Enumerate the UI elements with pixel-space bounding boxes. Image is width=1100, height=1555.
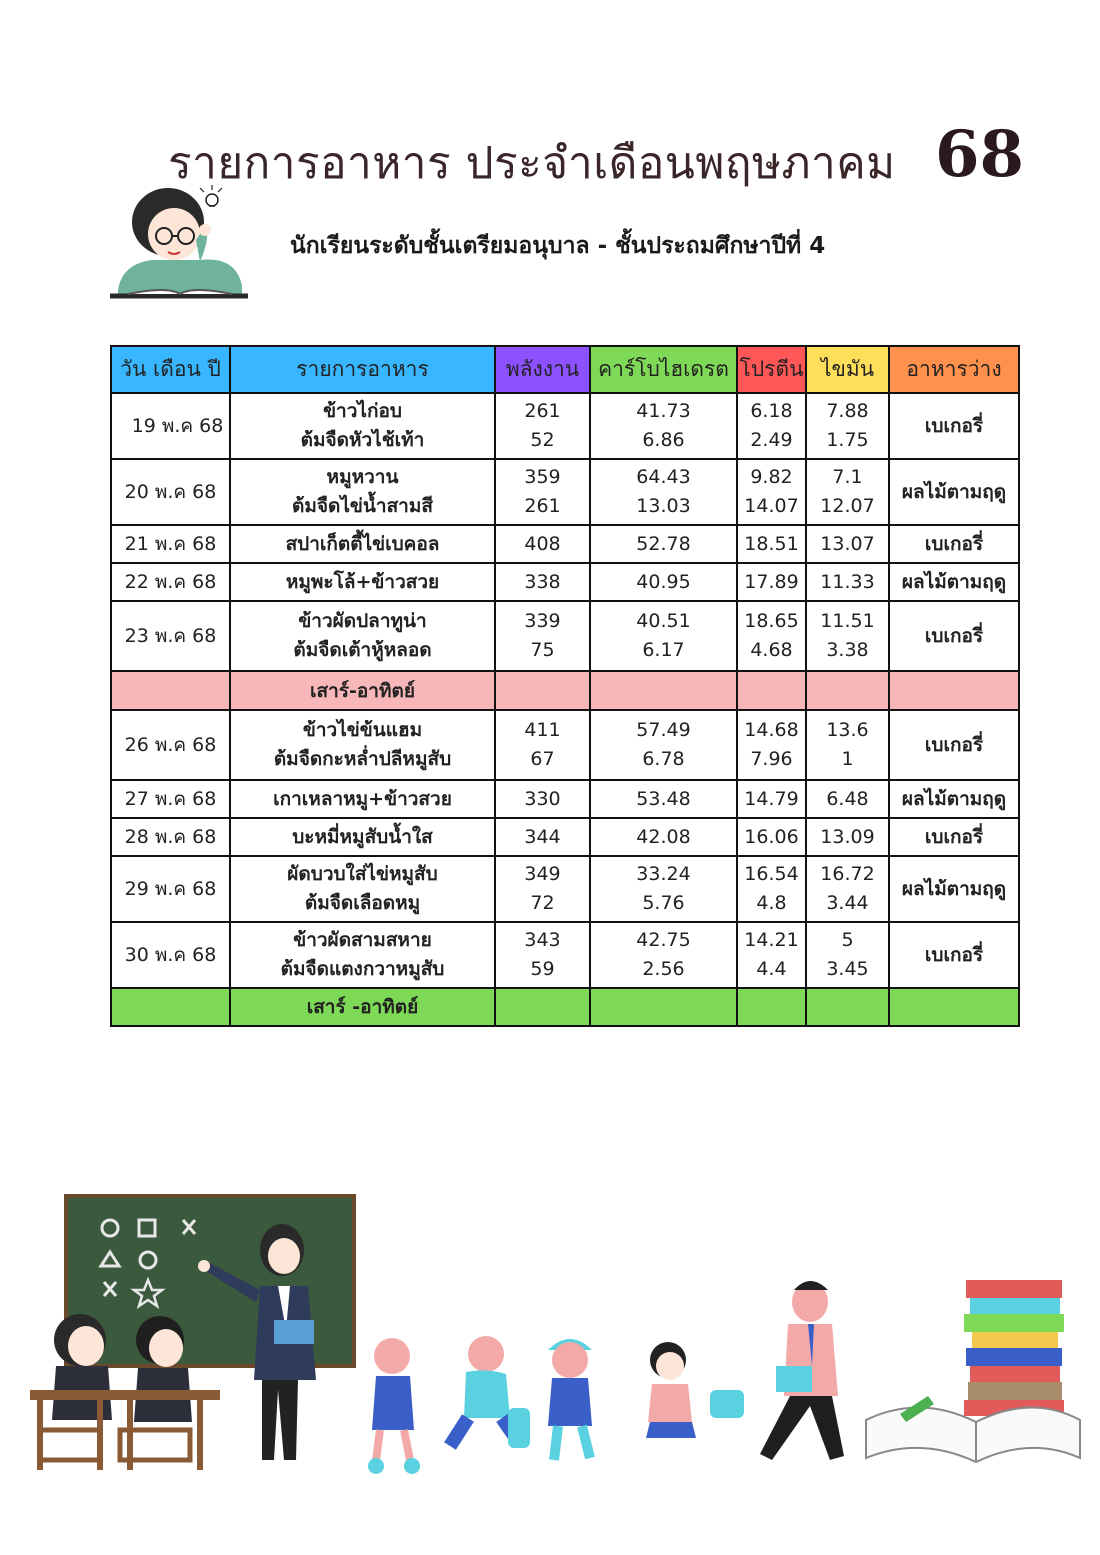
page-title: รายการอาหาร ประจำเดือนพฤษภาคม [168, 138, 896, 189]
protein-value: 4.8 [756, 892, 787, 914]
date-cell: 19 พ.ค 68 [111, 393, 230, 459]
carb-value: 40.51 [636, 610, 691, 632]
protein-value: 16.54 [744, 863, 799, 885]
col-header-energy: พลังงาน [495, 346, 590, 393]
carb-value: 53.48 [590, 780, 737, 818]
table-row [111, 459, 1019, 525]
dish-soup: ต้มจืดหัวไช้เท้า [300, 429, 425, 451]
fat-value: 13.07 [806, 525, 889, 563]
fat-cell [806, 922, 889, 988]
energy-value: 52 [530, 429, 555, 451]
weekend-label: เสาร์-อาทิตย์ [230, 671, 495, 710]
dish-soup: ต้มจืดเลือดหมู [304, 892, 421, 914]
protein-cell [737, 601, 806, 671]
fat-value: 1 [841, 748, 854, 770]
empty-cell [889, 671, 1019, 710]
carb-value: 57.49 [636, 719, 691, 741]
carb-value: 42.08 [590, 818, 737, 856]
energy-cell [495, 856, 590, 922]
protein-value: 14.21 [744, 929, 799, 951]
energy-cell [495, 459, 590, 525]
dish-soup: ต้มจืดไข่น้ำสามสี [292, 495, 433, 517]
date-cell: 29 พ.ค 68 [111, 856, 230, 922]
table-row [111, 601, 1019, 671]
carb-cell [590, 856, 737, 922]
fat-value: 13.6 [826, 719, 869, 741]
snack-cell: เบเกอรี่ [889, 922, 1019, 988]
date-cell: 20 พ.ค 68 [111, 459, 230, 525]
fat-value: 13.09 [806, 818, 889, 856]
protein-cell [737, 459, 806, 525]
snack-cell: เบเกอรี่ [889, 818, 1019, 856]
carb-value: 2.56 [642, 958, 685, 980]
table-row [111, 525, 1019, 563]
protein-value: 14.68 [744, 719, 799, 741]
protein-cell [737, 922, 806, 988]
energy-value: 349 [524, 863, 561, 885]
fat-value: 6.48 [806, 780, 889, 818]
date-cell: 23 พ.ค 68 [111, 601, 230, 671]
dish-main: ข้าวผัดสามสหาย [293, 929, 432, 951]
energy-value: 344 [495, 818, 590, 856]
energy-value: 59 [530, 958, 555, 980]
empty-cell [495, 988, 590, 1026]
fat-cell [806, 856, 889, 922]
energy-value: 261 [524, 495, 561, 517]
fat-value: 5 [841, 929, 854, 951]
weekend-label: เสาร์ -อาทิตย์ [230, 988, 495, 1026]
col-header-carb: คาร์โบไฮเดรต [590, 346, 737, 393]
dish-main: ข้าวไข่ข้นแฮม [302, 719, 423, 741]
dish-cell [230, 922, 495, 988]
dish-cell [230, 459, 495, 525]
table-row [111, 393, 1019, 459]
energy-value: 359 [524, 466, 561, 488]
protein-value: 14.07 [744, 495, 799, 517]
weekend-row [111, 988, 1019, 1026]
carb-value: 6.78 [642, 748, 685, 770]
man-walking-illustration [760, 1281, 844, 1460]
energy-value: 75 [530, 639, 555, 661]
fat-value: 7.88 [826, 400, 869, 422]
dish-main: ข้าวผัดปลาทูน่า [298, 610, 427, 632]
snack-cell: ผลไม้ตามฤดู [889, 563, 1019, 601]
energy-cell [495, 922, 590, 988]
carb-value: 52.78 [590, 525, 737, 563]
empty-cell [111, 988, 230, 1026]
protein-value: 4.68 [750, 639, 793, 661]
dish-cell [230, 710, 495, 780]
dish-soup: ต้มจืดเต้าหู้หลอด [293, 639, 432, 661]
dish-main: ผัดบวบใส่ไข่หมูสับ [287, 863, 438, 885]
table-row [111, 856, 1019, 922]
protein-value: 18.51 [737, 525, 806, 563]
protein-value: 9.82 [750, 466, 793, 488]
carb-cell [590, 710, 737, 780]
energy-value: 261 [524, 400, 561, 422]
empty-cell [737, 671, 806, 710]
dish-cell [230, 393, 495, 459]
classroom-and-children-illustration [20, 1190, 1100, 1490]
fat-value: 7.1 [832, 466, 863, 488]
page-subtitle: นักเรียนระดับชั้นเตรียมอนุบาล - ชั้นประถมศึกษาปีที่ 4 [290, 233, 826, 259]
fat-value: 1.75 [826, 429, 869, 451]
date-cell: 30 พ.ค 68 [111, 922, 230, 988]
carb-value: 5.76 [642, 892, 685, 914]
books-stack-illustration [866, 1280, 1080, 1462]
empty-cell [889, 988, 1019, 1026]
snack-cell: เบเกอรี่ [889, 710, 1019, 780]
dish-soup: ต้มจืดกะหล่ำปลีหมูสับ [273, 748, 452, 770]
fat-value: 11.33 [806, 563, 889, 601]
empty-cell [806, 988, 889, 1026]
carb-value: 41.73 [636, 400, 691, 422]
protein-value: 7.96 [750, 748, 793, 770]
table-row [111, 780, 1019, 818]
col-header-dish: รายการอาหาร [230, 346, 495, 393]
energy-value: 330 [495, 780, 590, 818]
carb-cell [590, 601, 737, 671]
empty-cell [590, 988, 737, 1026]
dish-cell [230, 856, 495, 922]
col-header-fat: ไขมัน [806, 346, 889, 393]
date-cell: 27 พ.ค 68 [111, 780, 230, 818]
protein-value: 6.18 [750, 400, 793, 422]
fat-cell [806, 393, 889, 459]
snack-cell: ผลไม้ตามฤดู [889, 856, 1019, 922]
carb-value: 64.43 [636, 466, 691, 488]
snack-cell: ผลไม้ตามฤดู [889, 459, 1019, 525]
fat-value: 16.72 [820, 863, 875, 885]
col-header-protein: โปรตีน [737, 346, 806, 393]
carb-value: 6.86 [642, 429, 685, 451]
carb-value: 40.95 [590, 563, 737, 601]
energy-value: 408 [495, 525, 590, 563]
protein-cell [737, 856, 806, 922]
protein-value: 4.4 [756, 958, 787, 980]
date-cell: 28 พ.ค 68 [111, 818, 230, 856]
table-row [111, 710, 1019, 780]
carb-cell [590, 922, 737, 988]
carb-cell [590, 459, 737, 525]
children-walking-illustration [368, 1336, 744, 1474]
fat-cell [806, 710, 889, 780]
energy-value: 72 [530, 892, 555, 914]
carb-value: 33.24 [636, 863, 691, 885]
carb-cell [590, 393, 737, 459]
snack-cell: ผลไม้ตามฤดู [889, 780, 1019, 818]
date-cell: 22 พ.ค 68 [111, 563, 230, 601]
protein-cell [737, 710, 806, 780]
fat-value: 3.38 [826, 639, 869, 661]
dish-main: เกาเหลาหมู+ข้าวสวย [230, 780, 495, 818]
fat-value: 11.51 [820, 610, 875, 632]
protein-cell [737, 393, 806, 459]
fat-value: 3.44 [826, 892, 869, 914]
empty-cell [590, 671, 737, 710]
snack-cell: เบเกอรี่ [889, 525, 1019, 563]
empty-cell [737, 988, 806, 1026]
protein-value: 16.06 [737, 818, 806, 856]
col-header-snack: อาหารว่าง [889, 346, 1019, 393]
protein-value: 17.89 [737, 563, 806, 601]
page-title-year: 68 [935, 117, 1025, 192]
table-row [111, 563, 1019, 601]
dish-main: บะหมี่หมูสับน้ำใส [230, 818, 495, 856]
empty-cell [495, 671, 590, 710]
energy-value: 343 [524, 929, 561, 951]
fat-cell [806, 459, 889, 525]
protein-value: 2.49 [750, 429, 793, 451]
dish-cell [230, 601, 495, 671]
table-row [111, 922, 1019, 988]
snack-cell: เบเกอรี่ [889, 393, 1019, 459]
protein-value: 18.65 [744, 610, 799, 632]
snack-cell: เบเกอรี่ [889, 601, 1019, 671]
girl-thinking-illustration [108, 182, 250, 310]
dish-main: ข้าวไก่อบ [323, 400, 402, 422]
energy-cell [495, 393, 590, 459]
fat-cell [806, 601, 889, 671]
dish-main: หมูหวาน [326, 466, 399, 488]
menu-table [110, 345, 1020, 1027]
carb-value: 42.75 [636, 929, 691, 951]
empty-cell [111, 671, 230, 710]
carb-value: 13.03 [636, 495, 691, 517]
carb-value: 6.17 [642, 639, 685, 661]
energy-value: 339 [524, 610, 561, 632]
energy-value: 411 [524, 719, 561, 741]
fat-value: 12.07 [820, 495, 875, 517]
empty-cell [806, 671, 889, 710]
col-header-date: วัน เดือน ปี [111, 346, 230, 393]
fat-value: 3.45 [826, 958, 869, 980]
protein-value: 14.79 [737, 780, 806, 818]
energy-cell [495, 710, 590, 780]
weekend-row [111, 671, 1019, 710]
table-row [111, 818, 1019, 856]
energy-value: 67 [530, 748, 555, 770]
dish-main: สปาเก็ตตี้ไข่เบคอล [230, 525, 495, 563]
energy-cell [495, 601, 590, 671]
table-header-row [111, 346, 1019, 393]
dish-main: หมูพะโล้+ข้าวสวย [230, 563, 495, 601]
date-cell: 21 พ.ค 68 [111, 525, 230, 563]
date-cell: 26 พ.ค 68 [111, 710, 230, 780]
dish-soup: ต้มจืดแตงกวาหมูสับ [280, 958, 445, 980]
energy-value: 338 [495, 563, 590, 601]
